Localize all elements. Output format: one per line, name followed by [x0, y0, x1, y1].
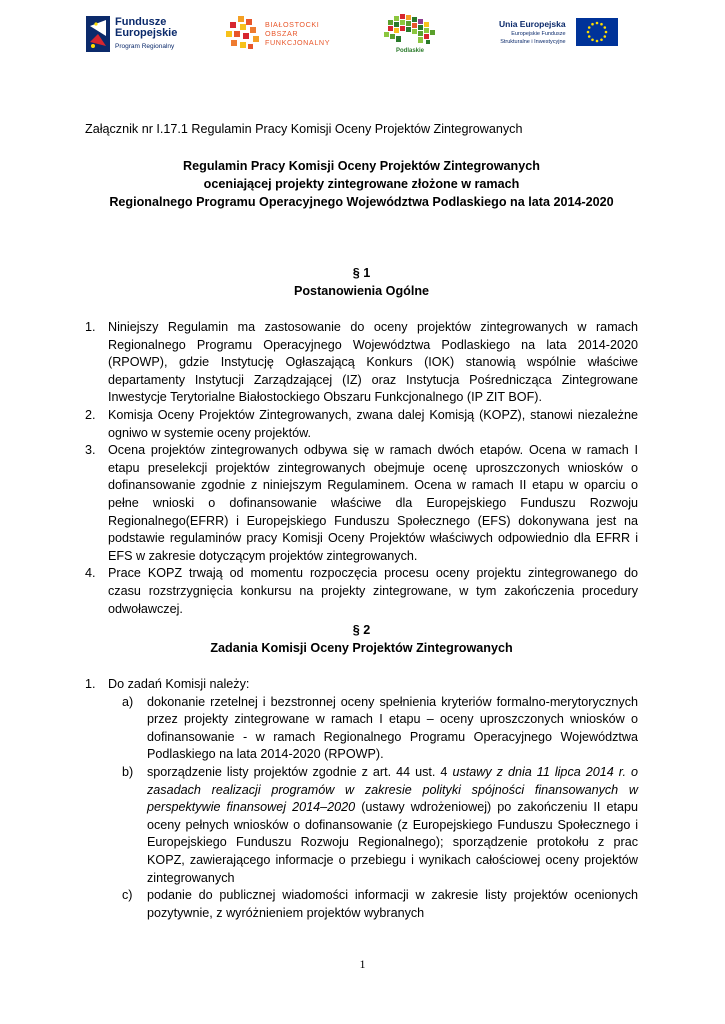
- sub-list-item: [122, 764, 638, 887]
- item-number: 1.: [85, 320, 96, 334]
- list-item: [85, 407, 638, 442]
- fundusze-europejskie-icon: [86, 16, 110, 52]
- bof-logo: [226, 16, 330, 50]
- sub-item-text-pre: sporządzenie listy projektów zgodnie z art. 44 ust. 4: [147, 764, 453, 779]
- title-line3: Regionalnego Programu Operacyjnego Województwa Podlaskiego na lata 2014-2020: [109, 195, 614, 209]
- item-number: 2.: [85, 407, 96, 422]
- title-line1: Regulamin Pracy Komisji Oceny Projektów Zintegrowanych: [183, 159, 540, 173]
- section2-title: Zadania Komisji Oceny Projektów Zintegrowanych: [210, 641, 513, 655]
- item-text: Prace KOPZ trwają od momentu rozpoczęcia procesu oceny projektu zintegrowanego do czasu rozstrzygnięcia konkursu na projekty zintegrowane, w tym zakończenia procedury odwoławczej.: [108, 566, 638, 616]
- podlaskie-logo: [380, 12, 440, 54]
- annex-reference: Załącznik nr I.17.1 Regulamin Pracy Komisji Oceny Projektów Zintegrowanych: [85, 122, 523, 136]
- document-title: [85, 157, 638, 211]
- podlaskie-label: Podlaskie: [395, 48, 424, 54]
- fe-line2: Europejskie: [115, 26, 178, 39]
- section1-mark: § 1: [352, 266, 371, 280]
- sub-item-letter: b): [122, 764, 134, 779]
- ue-line2: Europejskie Fundusze: [511, 30, 566, 37]
- item-number: 4.: [85, 566, 96, 581]
- sub-item-text: podanie do publicznej wiadomości informacji w zakresie listy projektów ocenionych pozytywnie, z wyróżnieniem projektów wybranych: [147, 888, 638, 920]
- fe-line1: Fundusze: [115, 15, 167, 28]
- page-number: 1: [359, 957, 366, 971]
- sub-item-letter: c): [122, 888, 133, 903]
- bof-mosaic-icon: [226, 16, 260, 50]
- list-item: [85, 442, 638, 565]
- section2-list: [85, 676, 638, 922]
- fe-line3: Program Regionalny: [115, 42, 175, 50]
- item-number: 3.: [85, 443, 96, 458]
- fundusze-europejskie-logo: [86, 16, 177, 52]
- item-text: Komisja Oceny Projektów Zintegrowanych, zwana dalej Komisją (KOPZ), stanowi niezależne ogniwo w systemie oceny projektów.: [108, 407, 638, 440]
- section1-list: [85, 319, 638, 618]
- ue-line1: Unia Europejska: [499, 18, 566, 29]
- list-item: [85, 565, 638, 618]
- sub-list-item: [122, 887, 638, 922]
- bof-line2: OBSZAR: [265, 28, 299, 38]
- item-text: Do zadań Komisji należy:: [108, 677, 250, 691]
- item-text: Ocena projektów zintegrowanych odbywa się w ramach dwóch etapów. Ocena w ramach I etapu preselekcji projektów zintegrowanych obejmuje ocenę uproszczonych wniosków o dofinansowanie zgodnie z niniejszym Regulaminem. Ocena w ramach II etapu w oparciu o pełne wnioski o dofinansowanie właściwe dla Europejskiego Funduszu Rozwoju Regionalnego(EFRR) i Europejskiego Funduszu Społecznego (EFS) dokonywana jest na podstawie regulaminów pracy Komisji Oceny Projektów właściwych odpowiednio dla EFRR i EFS w zakresie dotyczącym projektów zintegrowanych.: [108, 443, 638, 563]
- sub-item-text-post: (ustawy wdrożeniowej) po zakończeniu II etapu oceny pełnych wniosków o dofinansowanie (z Europejskiego Funduszu Społecznego i Europejskiego Funduszu Rozwoju Regionalnego); sporządzenie protokołu z prac KOPZ, zawierającego informacje o przebiegu i wynikach całościowej oceny projektów zintegrowanych: [147, 800, 638, 885]
- list-item: [85, 319, 638, 407]
- sub-item-letter: a): [122, 694, 134, 709]
- eu-flag-icon: [576, 18, 618, 46]
- item-number: 1.: [85, 677, 96, 691]
- ue-line3: Strukturalne i Inwestycyjne: [500, 38, 566, 45]
- sub-item-text: dokonanie rzetelnej i bezstronnej oceny spełnienia kryteriów formalno-merytorycznych przez projekty zintegrowane w ramach I etapu – oceny uproszczonych wniosków o dofinansowanie - w ramach Regionalnego Programu Operacyjnego Województwa Podlaskiego na lata 2014-2020 (RPOWP).: [147, 694, 638, 762]
- bison-mosaic-icon: [382, 12, 438, 50]
- sub-list: [108, 694, 638, 923]
- title-line2: oceniającej projekty zintegrowane złożone w ramach: [203, 177, 520, 191]
- bof-line1: BIAŁOSTOCKI: [265, 19, 320, 29]
- section2-heading: [85, 621, 638, 657]
- sub-item-text-italic: ustawy z dnia 11 lipca 2014 r. o zasadach realizacji programów w zakresie polityki spójności finansowanych w perspektywie finansowej 2014–2020: [147, 764, 638, 815]
- logo-bar: [0, 12, 725, 62]
- section1-title: Postanowienia Ogólne: [293, 284, 430, 298]
- unia-europejska-logo: [499, 18, 618, 46]
- section2-mark: § 2: [352, 623, 371, 637]
- bof-line3: FUNKCJONALNY: [265, 37, 331, 47]
- item-text: Niniejszy Regulamin ma zastosowanie do oceny projektów zintegrowanych w ramach Regionalnego Programu Operacyjnego Województwa Podlaskiego na lata 2014-2020 (RPOWP), gdzie Instytucję Ogłaszającą Konkurs (IOK) stanowią wspólnie właściwe departamenty Instytucji Zarządzającej (IZ) oraz Instytucja Pośrednicząca Zintegrowane Inwestycje Terytorialne Białostockiego Obszaru Funkcjonalnego (IP ZIT BOF).: [108, 320, 638, 405]
- sub-list-item: [122, 694, 638, 764]
- section1-heading: [85, 264, 638, 300]
- list-item: [85, 676, 638, 922]
